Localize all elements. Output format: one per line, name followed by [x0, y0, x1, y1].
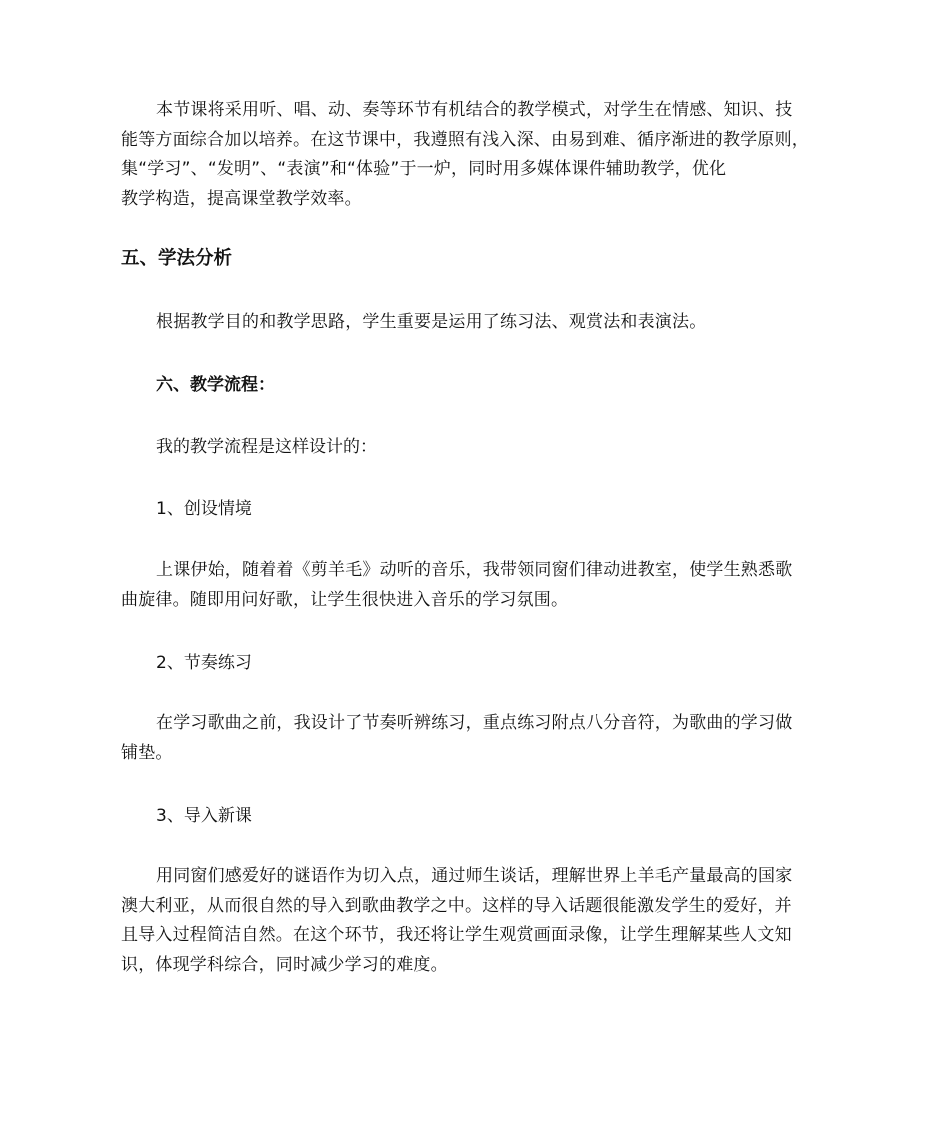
step3-line-3: 且导入过程简洁自然。在这个环节，我还将让学生观赏画面录像，让学生理解某些人文知 [121, 925, 792, 945]
section6-heading: 六、教学流程： [156, 375, 275, 395]
section5-heading: 五、学法分析 [121, 248, 233, 269]
intro-paragraph [121, 96, 833, 214]
step2-line-1: 在学习歌曲之前，我设计了节奏听辨练习，重点练习附点八分音符，为歌曲的学习做 [156, 713, 793, 733]
step2-title: 2、节奏练习 [156, 653, 252, 673]
intro-line-1: 本节课将采用听、唱、动、奏等环节有机结合的教学模式，对学生在情感、知识、技 [156, 100, 793, 120]
step1-line-2: 曲旋律。随即用问好歌，让学生很快进入音乐的学习氛围。 [121, 589, 569, 610]
step1-title: 1、创设情境 [156, 499, 252, 519]
step3-line-4: 识，体现学科综合，同时减少学习的难度。 [121, 954, 448, 975]
section6-intro: 我的教学流程是这样设计的： [156, 437, 377, 457]
intro-line-4: 教学构造，提高课堂教学效率。 [121, 188, 362, 209]
section5-paragraph: 根据教学目的和教学思路，学生重要是运用了练习法、观赏法和表演法。 [156, 312, 707, 332]
step3-line-1: 用同窗们感爱好的谜语作为切入点，通过师生谈话，理解世界上羊毛产量最高的国家 [156, 866, 793, 886]
step1-line-1: 上课伊始，随着着《剪羊毛》动听的音乐，我带领同窗们律动进教室，使学生熟悉歌 [156, 560, 793, 580]
step3-title: 3、导入新课 [156, 806, 252, 826]
step3-paragraph [121, 862, 833, 980]
step2-line-2: 铺垫。 [121, 742, 173, 763]
step1-paragraph [121, 556, 833, 615]
step3-line-2: 澳大利亚，从而很自然的导入到歌曲教学之中。这样的导入话题很能激发学生的爱好，并 [121, 895, 792, 916]
step2-paragraph [121, 709, 833, 768]
intro-line-2: 能等方面综合加以培养。在这节课中，我遵照有浅入深、由易到难、循序渐进的教学原则， [121, 129, 809, 150]
intro-line-3: 集“学习”、“发明”、“表演”和“体验”于一炉，同时用多媒体课件辅助教学，优化 [121, 159, 727, 179]
